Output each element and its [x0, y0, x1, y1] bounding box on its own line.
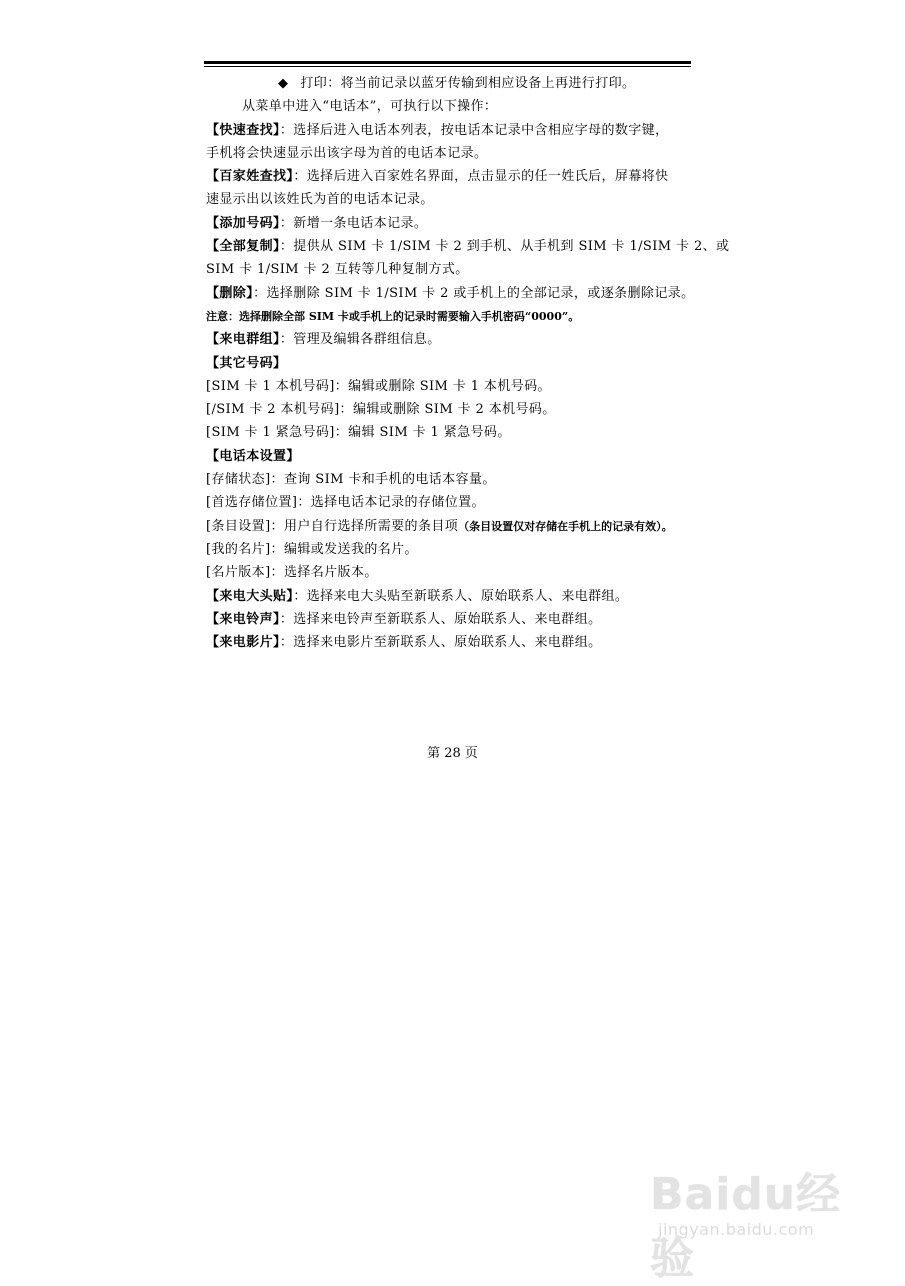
text-line	[206, 235, 730, 258]
text-line	[206, 445, 706, 468]
menu-item-label: 【添加号码】	[206, 215, 280, 231]
menu-item-description: ：选择后进入百家姓名界面，点击显示的任一姓氏后，屏幕将快	[293, 169, 669, 185]
text-line	[206, 421, 706, 444]
text-line	[206, 212, 706, 235]
body-text: [名片版本]：选择名片版本。	[206, 565, 378, 581]
submenu-note: （条目设置仅对存储在手机上的记录有效）。	[458, 519, 673, 533]
text-line	[206, 72, 706, 95]
menu-item-description: ：选择来电影片至新联系人、原始联系人、来电群组。	[279, 635, 602, 651]
menu-item-description: ：新增一条电话本记录。	[279, 215, 428, 231]
text-line	[206, 491, 706, 514]
menu-item-label: 【来电群组】	[206, 332, 280, 348]
text-line	[206, 561, 706, 584]
menu-item-label: 【全部复制】	[206, 239, 280, 255]
body-text: [SIM 卡 1 紧急号码]：编辑 SIM 卡 1 紧急号码。	[206, 425, 511, 441]
menu-item-description: ：选择后进入电话本列表，按电话本记录中含相应字母的数字键，	[279, 122, 669, 138]
text-line	[206, 375, 706, 398]
menu-item-label: 【百家姓查找】	[206, 169, 294, 185]
body-text: [存储状态]：查询 SIM 卡和手机的电话本容量。	[206, 472, 496, 488]
text-line	[206, 608, 706, 631]
section-heading: 【电话本设置】	[206, 448, 300, 464]
text-line	[206, 188, 706, 211]
note-text: 注意：选择删除全部 SIM 卡或手机上的记录时需要输入手机密码“0000”。	[206, 309, 580, 323]
menu-item-description: ：管理及编辑各群组信息。	[279, 332, 441, 348]
watermark-logo: Baidu经验	[650, 1169, 842, 1284]
header-rule-thin	[204, 66, 691, 67]
baidu-jingyan-watermark	[640, 1150, 870, 1284]
bullet-diamond-icon: ◆	[278, 76, 289, 91]
body-text: [我的名片]：编辑或发送我的名片。	[206, 541, 418, 557]
menu-item-label: 【快速查找】	[206, 122, 280, 138]
text-line	[206, 119, 706, 142]
body-text: [/SIM 卡 2 本机号码]：编辑或删除 SIM 卡 2 本机号码。	[206, 402, 556, 418]
menu-item-description: ：选择来电铃声至新联系人、原始联系人、来电群组。	[279, 611, 602, 627]
paragraph-text: 从菜单中进入“电话本”，可执行以下操作：	[242, 99, 498, 115]
submenu-text: [条目设置]：用户自行选择所需要的条目项	[206, 518, 459, 534]
text-line	[206, 398, 706, 421]
text-line	[206, 352, 706, 375]
watermark-url: jingyan.baidu.com	[658, 1220, 815, 1239]
text-line	[206, 282, 706, 305]
text-line	[206, 305, 706, 328]
text-line	[206, 328, 706, 351]
text-line	[206, 95, 706, 118]
text-line	[206, 631, 706, 654]
text-line	[206, 165, 706, 188]
text-line	[206, 258, 706, 281]
menu-item-label: 【来电大头贴】	[206, 588, 294, 604]
bullet-text: 打印：将当前记录以蓝牙传输到相应设备上再进行打印。	[300, 76, 636, 91]
body-text: 手机将会快速显示出该字母为首的电话本记录。	[206, 145, 488, 161]
menu-item-label: 【删除】	[206, 285, 254, 301]
menu-item-label: 【来电铃声】	[206, 611, 280, 627]
section-heading: 【其它号码】	[206, 355, 287, 371]
text-line	[206, 585, 706, 608]
menu-item-description: ：选择删除 SIM 卡 1/SIM 卡 2 或手机上的全部记录，或逐条删除记录。	[253, 285, 695, 301]
menu-item-label: 【来电影片】	[206, 635, 280, 651]
page-number: 第 28 页	[427, 746, 478, 761]
text-line	[206, 538, 706, 561]
menu-item-description: ：选择来电大头贴至新联系人、原始联系人、来电群组。	[293, 588, 629, 604]
header-rule-thick	[204, 61, 691, 64]
text-line	[206, 515, 706, 538]
body-text: SIM 卡 1/SIM 卡 2 互转等几种复制方式。	[206, 262, 469, 278]
text-line	[206, 468, 706, 491]
menu-item-description: ：提供从 SIM 卡 1/SIM 卡 2 到手机、从手机到 SIM 卡 1/SIM 卡 2、或	[279, 239, 730, 255]
body-text: [SIM 卡 1 本机号码]：编辑或删除 SIM 卡 1 本机号码。	[206, 378, 551, 394]
text-line	[206, 142, 706, 165]
body-text: [首选存储位置]：选择电话本记录的存储位置。	[206, 495, 485, 511]
body-text: 速显示出以该姓氏为首的电话本记录。	[206, 192, 434, 208]
document-body	[206, 72, 730, 654]
